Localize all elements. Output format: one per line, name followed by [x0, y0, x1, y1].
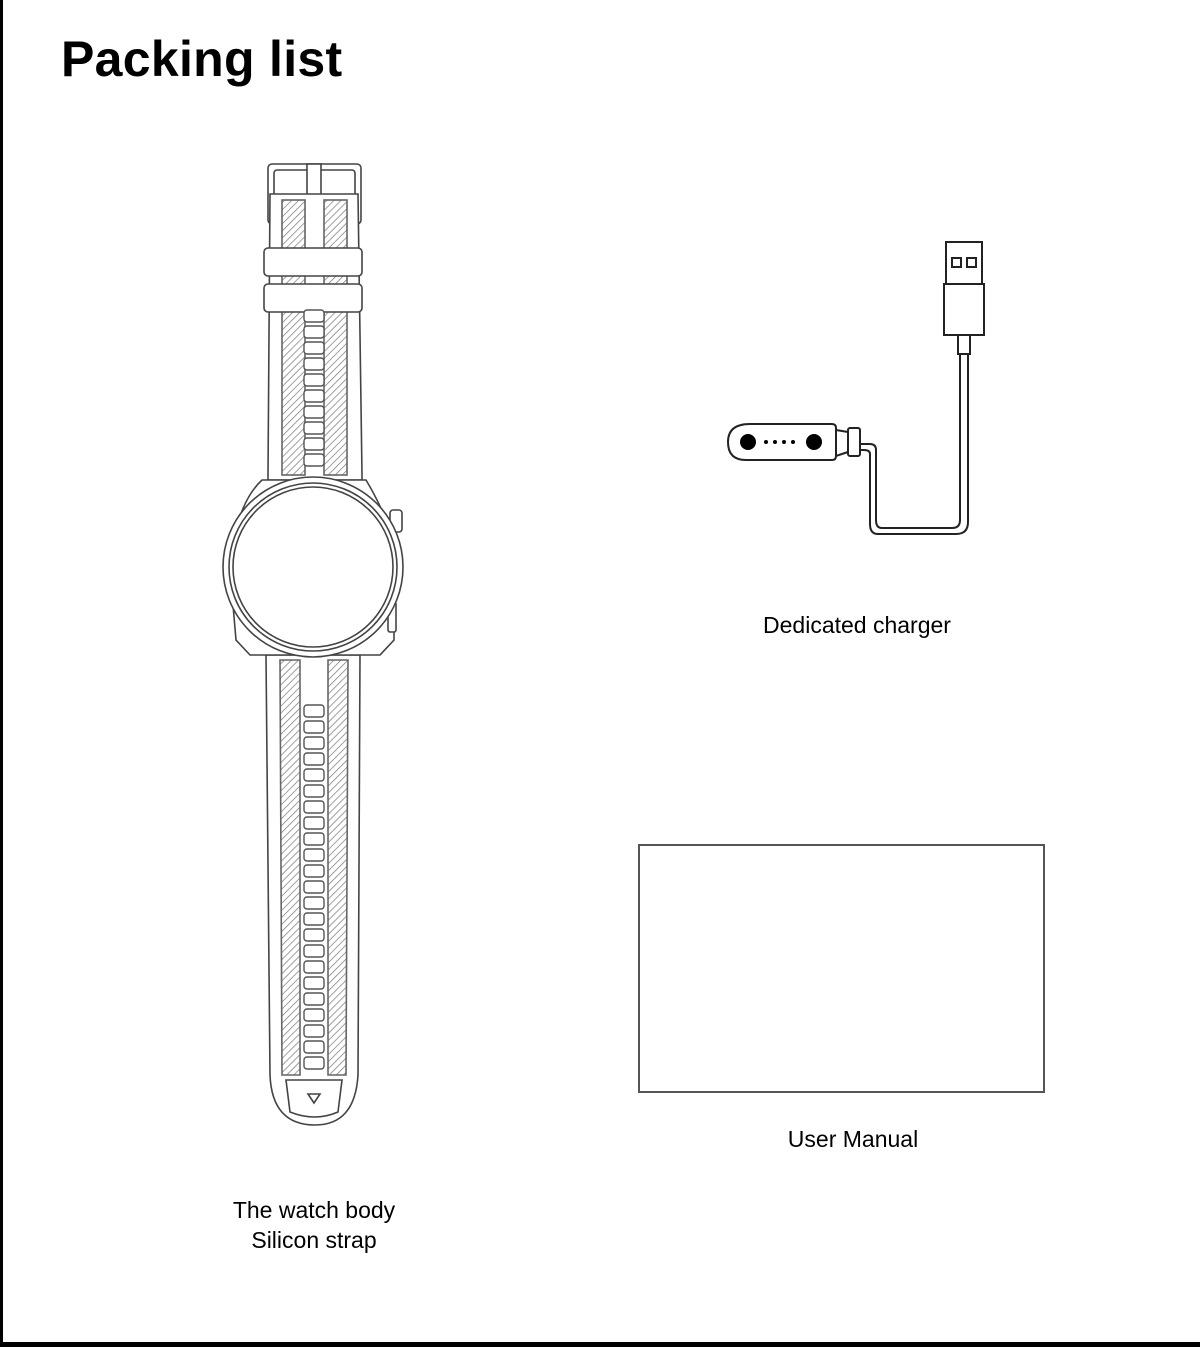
manual-caption: [703, 1124, 1003, 1154]
user-manual-illustration: [638, 844, 1045, 1093]
page-border-left: [0, 0, 3, 1347]
strap-link: [304, 358, 324, 370]
strap-link: [304, 897, 324, 909]
strap-link: [304, 374, 324, 386]
strap-link: [304, 438, 324, 450]
charger-caption-line-1: Dedicated charger: [763, 612, 951, 638]
strap-link: [304, 721, 324, 733]
strap-link: [304, 961, 324, 973]
strap-link: [304, 342, 324, 354]
watch-caption-line-1: The watch body: [232, 1197, 396, 1223]
strap-link: [304, 849, 324, 861]
strap-link: [304, 801, 324, 813]
strap-link: [304, 785, 324, 797]
strap-link: [304, 993, 324, 1005]
strap-link: [304, 737, 324, 749]
manual-caption-line-1: User Manual: [787, 1126, 919, 1152]
watch-illustration: [200, 150, 430, 1135]
strap-link: [304, 422, 324, 434]
strap-link: [304, 817, 324, 829]
strap-link: [304, 705, 324, 717]
strap-link: [304, 833, 324, 845]
strap-link: [304, 977, 324, 989]
strap-link: [304, 310, 324, 322]
strap-link: [304, 929, 324, 941]
page-border-bottom: [0, 1342, 1200, 1347]
strap-link: [304, 769, 324, 781]
strap-link: [304, 881, 324, 893]
strap-link: [304, 753, 324, 765]
strap-link: [304, 1009, 324, 1021]
watch-caption-line-2: Silicon strap: [251, 1227, 377, 1253]
strap-link: [304, 945, 324, 957]
strap-link: [304, 1057, 324, 1069]
strap-link: [304, 1041, 324, 1053]
page-title: Packing list: [61, 31, 343, 87]
strap-link: [304, 406, 324, 418]
charger-caption: [707, 610, 1007, 640]
charger-illustration: [710, 230, 1010, 540]
strap-link: [304, 326, 324, 338]
strap-link: [304, 390, 324, 402]
watch-caption: [164, 1195, 464, 1255]
strap-link: [304, 454, 324, 466]
strap-link: [304, 913, 324, 925]
strap-link: [304, 1025, 324, 1037]
strap-link: [304, 865, 324, 877]
